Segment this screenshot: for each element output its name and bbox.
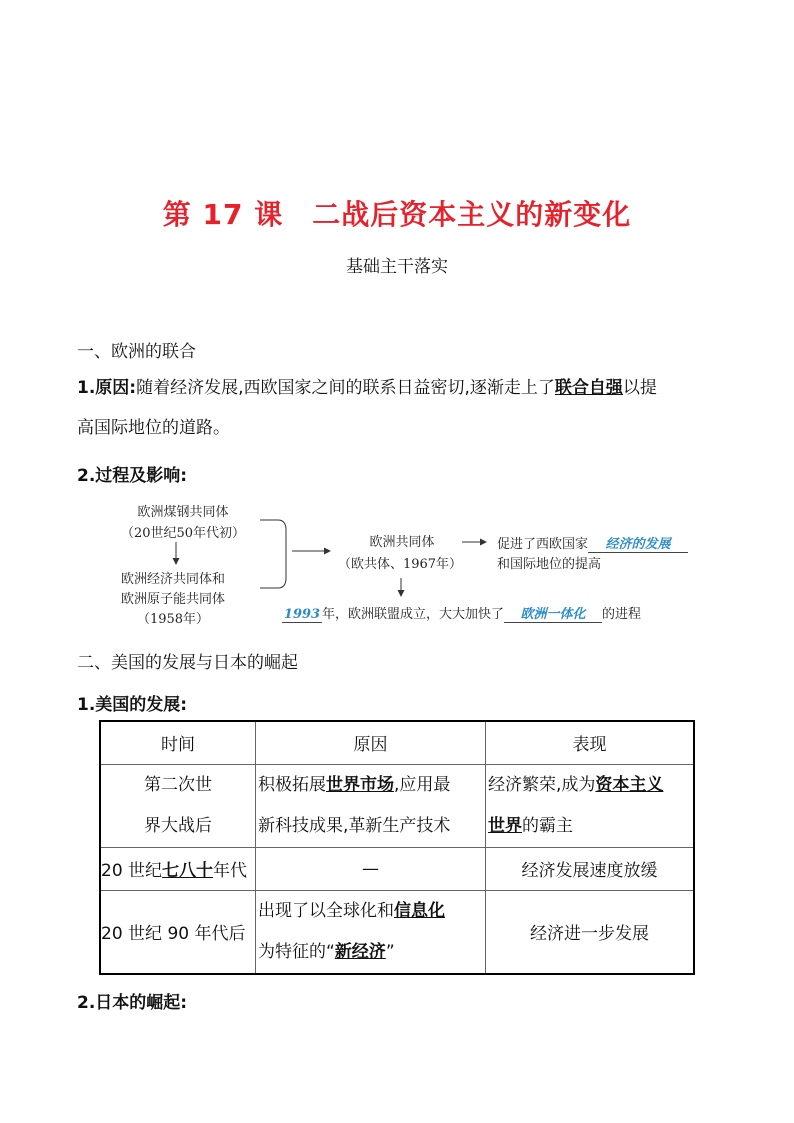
effect-answer: 经济的发展: [588, 533, 688, 553]
row3-cause: 出现了以全球化和信息化 为特征的“新经济”: [256, 890, 486, 974]
effect-text-2: 和国际地位的提高: [497, 557, 602, 572]
header-time: 时间: [100, 721, 256, 764]
section-heading-europe: 一、欧洲的联合: [77, 342, 196, 362]
ecsc-name: 欧洲煤钢共同体: [137, 505, 229, 520]
row1-perf-keyword: 资本主义: [595, 774, 664, 795]
ec-name: 欧洲共同体: [369, 535, 435, 550]
row1-perf-keyword-2: 世界: [488, 815, 522, 836]
page-subtitle: 基础主干落实: [346, 257, 448, 277]
process-label: 2.过程及影响:: [77, 466, 188, 486]
row1-performance: 经济繁荣,成为资本主义 世界的霸主: [486, 764, 695, 847]
row3-time: 20 世纪 90 年代后: [100, 890, 256, 974]
cause-keyword: 联合自强: [554, 378, 623, 398]
row1-cause: 积极拓展世界市场,应用最 新科技成果,革新生产技术: [256, 764, 486, 847]
cause-text-cont: 以提: [622, 378, 657, 398]
table-row: [100, 847, 694, 890]
cause-text-end: 高国际地位的道路。: [77, 418, 230, 438]
table-header-row: [100, 721, 694, 764]
effect-line: [497, 533, 688, 553]
row3-cause-keyword-2: 新经济: [334, 941, 386, 962]
eu-text: 年，欧洲联盟成立，大大加快了: [322, 607, 505, 622]
us-label: 1.美国的发展:: [77, 695, 188, 715]
row1-cause-keyword: 世界市场: [326, 774, 394, 795]
header-cause: 原因: [256, 721, 486, 764]
row2-time-keyword: 七八十: [162, 861, 214, 881]
eec-date: （1958年）: [136, 612, 210, 627]
cause-text: 随着经济发展,西欧国家之间的联系日益密切,逐渐走上了: [136, 378, 555, 398]
merge-bracket: [260, 520, 286, 588]
table-row: [100, 764, 694, 847]
page-title: 第 17 课 二战后资本主义的新变化: [162, 198, 632, 231]
row2-time: 20 世纪七八十年代: [100, 847, 256, 890]
row3-cause-keyword: 信息化: [394, 900, 445, 921]
euratom-name: 欧洲原子能共同体: [120, 592, 225, 607]
section-heading-us-japan: 二、美国的发展与日本的崛起: [77, 653, 298, 673]
eu-text-end: 的进程: [602, 607, 642, 622]
eu-integration-answer: 欧洲一体化: [504, 603, 602, 623]
cause-paragraph: [77, 368, 717, 448]
eu-line: [282, 603, 641, 623]
us-development-table: [99, 720, 695, 975]
ecsc-date: （20世纪50年代初）: [120, 526, 246, 541]
row2-cause: —: [256, 847, 486, 890]
row3-performance: 经济进一步发展: [486, 890, 695, 974]
row2-performance: 经济发展速度放缓: [486, 847, 695, 890]
header-performance: 表现: [486, 721, 695, 764]
eec-name: 欧洲经济共同体和: [120, 572, 225, 587]
eu-year-answer: 1993: [283, 607, 321, 622]
table-row: [100, 890, 694, 974]
cause-label: 1.原因:: [77, 378, 137, 398]
japan-label: 2.日本的崛起:: [77, 993, 188, 1013]
row1-time: 第二次世 界大战后: [100, 764, 256, 847]
ec-date: （欧共体、1967年）: [337, 557, 463, 572]
effect-text: 促进了西欧国家: [497, 537, 589, 552]
